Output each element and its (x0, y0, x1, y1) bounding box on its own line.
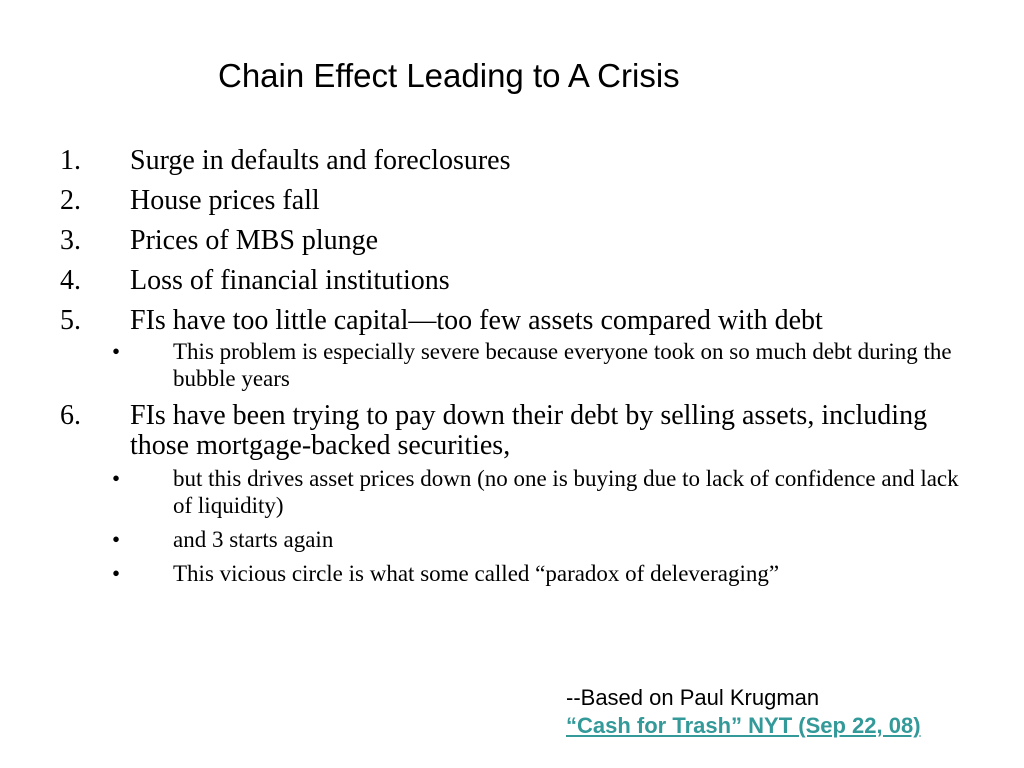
bullet-icon: • (112, 561, 121, 586)
sub-bullet-text: This problem is especially severe because everyone took on so much debt during the bubble years (173, 339, 952, 391)
sub-bullet-item (60, 560, 980, 587)
list-number: 3. (60, 225, 81, 256)
list-item-text: House prices fall (130, 185, 320, 216)
list-item-text: FIs have too little capital—too few assets compared with debt (130, 305, 823, 336)
attribution-source-link[interactable]: “Cash for Trash” NYT (Sep 22, 08) (566, 713, 921, 738)
slide-title: Chain Effect Leading to A Crisis (218, 57, 680, 94)
list-number: 5. (60, 305, 81, 336)
attribution (566, 684, 921, 740)
list-item (60, 226, 980, 256)
attribution-author: --Based on Paul Krugman (566, 685, 820, 710)
list-item-text: Prices of MBS plunge (130, 225, 379, 256)
sub-bullet-text: but this drives asset prices down (no one is buying due to lack of confidence and lack of liquidity) (173, 466, 959, 518)
list-number: 1. (60, 145, 81, 176)
list-number: 4. (60, 265, 81, 296)
bullet-icon: • (112, 527, 121, 552)
sub-bullet-text: This vicious circle is what some called “paradox of deleveraging” (173, 561, 780, 586)
list-item (60, 146, 980, 176)
sub-bullet-item (60, 526, 980, 553)
list-item-text: Loss of financial institutions (130, 265, 450, 296)
bullet-icon: • (112, 466, 121, 491)
bullet-icon: • (112, 339, 121, 364)
slide-body (60, 146, 980, 596)
list-item (60, 266, 980, 296)
list-item (60, 401, 980, 461)
list-item (60, 186, 980, 216)
sub-bullet-item (60, 465, 980, 519)
list-number: 6. (60, 400, 81, 431)
sub-bullet-item (60, 338, 980, 392)
list-item-text: Surge in defaults and foreclosures (130, 145, 511, 176)
list-item-text: FIs have been trying to pay down their debt by selling assets, including those mortgage-backed securities, (130, 400, 928, 461)
list-number: 2. (60, 185, 81, 216)
list-item (60, 306, 980, 336)
sub-bullet-text: and 3 starts again (173, 527, 334, 552)
